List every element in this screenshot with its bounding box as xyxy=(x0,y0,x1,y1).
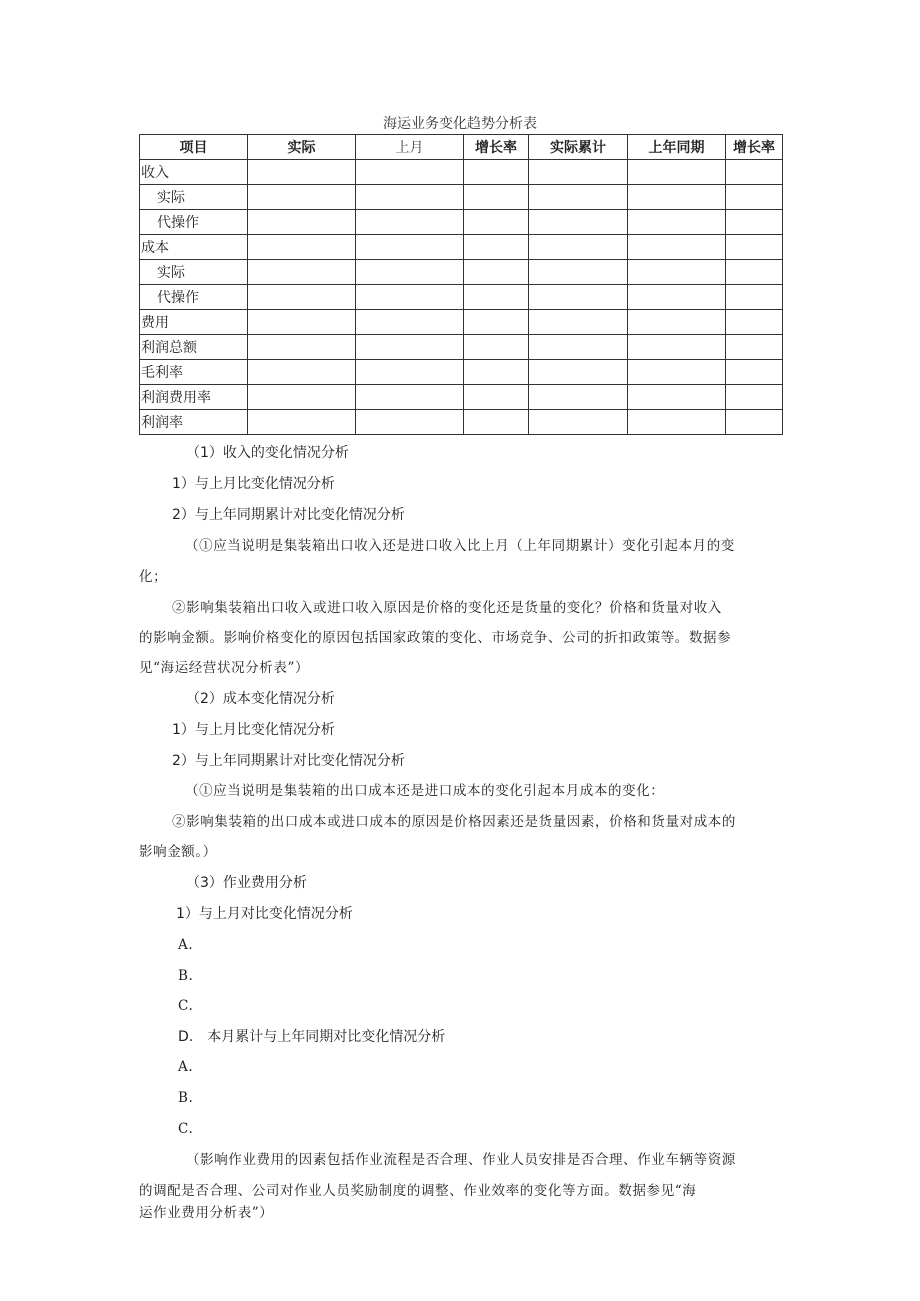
cell xyxy=(628,385,726,410)
cell xyxy=(726,410,783,435)
cell xyxy=(529,360,628,385)
cell xyxy=(529,235,628,260)
revenue-note-2b: 的影响金额。影响价格变化的原因包括国家政策的变化、市场竞争、公司的折扣政策等。数据参 xyxy=(139,630,732,646)
cell xyxy=(726,160,783,185)
table-row xyxy=(140,360,783,385)
expense-point-b-2: B. xyxy=(178,1090,194,1106)
cost-note-2a: ②影响集装箱的出口成本或进口成本的原因是价格因素还是货量因素，价格和货量对成本的 xyxy=(172,814,736,830)
cell xyxy=(726,310,783,335)
cell xyxy=(529,285,628,310)
cell xyxy=(248,260,356,285)
row-label: 收入 xyxy=(140,160,248,185)
cell xyxy=(248,410,356,435)
table-row xyxy=(140,185,783,210)
revenue-note-2a: ②影响集装箱出口收入或进口收入原因是价格的变化还是货量的变化？价格和货量对收入 xyxy=(172,600,722,616)
cell xyxy=(726,210,783,235)
cell xyxy=(464,285,529,310)
cost-note-2b: 影响金额。） xyxy=(139,844,217,860)
cell xyxy=(248,160,356,185)
section-heading-cost: （2）成本变化情况分析 xyxy=(186,691,335,707)
row-label: 成本 xyxy=(140,235,248,260)
cell xyxy=(628,410,726,435)
cell xyxy=(464,410,529,435)
cell xyxy=(726,360,783,385)
cell xyxy=(726,235,783,260)
cell xyxy=(356,285,464,310)
row-label: 代操作 xyxy=(140,285,248,310)
cell xyxy=(356,235,464,260)
revenue-item-2: 2）与上年同期累计对比变化情况分析 xyxy=(172,507,405,523)
cell xyxy=(356,360,464,385)
cell xyxy=(628,160,726,185)
row-label: 实际 xyxy=(140,260,248,285)
col-header-growth-rate: 增长率 xyxy=(464,135,529,160)
cell xyxy=(464,360,529,385)
cell xyxy=(248,310,356,335)
cell xyxy=(529,410,628,435)
cell xyxy=(464,385,529,410)
expense-point-c-2: C. xyxy=(178,1121,194,1137)
cell xyxy=(356,210,464,235)
cell xyxy=(464,310,529,335)
cell xyxy=(628,185,726,210)
cell xyxy=(529,160,628,185)
cell xyxy=(248,360,356,385)
revenue-note-1a: （①应当说明是集装箱出口收入还是进口收入比上月（上年同期累计）变化引起本月的变 xyxy=(185,538,735,554)
cell xyxy=(248,210,356,235)
cell xyxy=(726,335,783,360)
revenue-note-1b: 化； xyxy=(139,569,168,585)
table-row xyxy=(140,260,783,285)
expense-point-c: C. xyxy=(178,998,194,1014)
cell xyxy=(464,160,529,185)
cell xyxy=(464,185,529,210)
cell xyxy=(529,385,628,410)
row-label: 代操作 xyxy=(140,210,248,235)
table-row xyxy=(140,335,783,360)
cell xyxy=(628,285,726,310)
expense-point-a-2: A. xyxy=(178,1059,194,1075)
cell xyxy=(726,185,783,210)
cell xyxy=(464,235,529,260)
col-header-actual-cumulative: 实际累计 xyxy=(529,135,628,160)
cost-item-2: 2）与上年同期累计对比变化情况分析 xyxy=(172,753,405,769)
cell xyxy=(529,310,628,335)
table-header-row xyxy=(140,135,783,160)
table-title: 海运业务变化趋势分析表 xyxy=(383,116,537,132)
section-heading-expense: （3）作业费用分析 xyxy=(186,875,307,891)
col-header-actual: 实际 xyxy=(248,135,356,160)
cell xyxy=(529,185,628,210)
row-label: 毛利率 xyxy=(140,360,248,385)
cell xyxy=(529,335,628,360)
cell xyxy=(356,335,464,360)
col-header-item: 项目 xyxy=(140,135,248,160)
cell xyxy=(726,385,783,410)
cell xyxy=(248,385,356,410)
revenue-note-2c: 见“海运经营状况分析表”） xyxy=(139,660,310,676)
cell xyxy=(464,210,529,235)
trend-analysis-table xyxy=(139,134,783,435)
cell xyxy=(248,185,356,210)
table-row xyxy=(140,385,783,410)
cell xyxy=(356,185,464,210)
section-heading-revenue: （1）收入的变化情况分析 xyxy=(186,445,349,461)
cell xyxy=(628,210,726,235)
cost-note-1: （①应当说明是集装箱的出口成本还是进口成本的变化引起本月成本的变化： xyxy=(185,783,665,799)
cell xyxy=(356,410,464,435)
cell xyxy=(356,260,464,285)
cell xyxy=(529,210,628,235)
expense-point-d: D. 本月累计与上年同期对比变化情况分析 xyxy=(178,1029,446,1045)
cell xyxy=(356,160,464,185)
cell xyxy=(464,335,529,360)
cost-item-1: 1）与上月比变化情况分析 xyxy=(172,722,335,738)
cell xyxy=(464,260,529,285)
expense-item-1: 1）与上月对比变化情况分析 xyxy=(176,906,353,922)
table-row xyxy=(140,310,783,335)
cell xyxy=(628,335,726,360)
table-row xyxy=(140,410,783,435)
revenue-item-1: 1）与上月比变化情况分析 xyxy=(172,476,335,492)
row-label: 利润率 xyxy=(140,410,248,435)
cell xyxy=(248,235,356,260)
expense-note-b: 的调配是否合理、公司对作业人员奖励制度的调整、作业效率的变化等方面。数据参见“海 xyxy=(139,1183,697,1199)
expense-note-a: （影响作业费用的因素包括作业流程是否合理、作业人员安排是否合理、作业车辆等资源 xyxy=(186,1152,736,1168)
expense-point-b: B. xyxy=(178,968,194,984)
col-header-growth-rate-2: 增长率 xyxy=(726,135,783,160)
row-label: 费用 xyxy=(140,310,248,335)
row-label: 利润费用率 xyxy=(140,385,248,410)
table-row xyxy=(140,285,783,310)
col-header-last-month: 上月 xyxy=(356,135,464,160)
cell xyxy=(628,360,726,385)
table-row xyxy=(140,160,783,185)
cell xyxy=(529,260,628,285)
cell xyxy=(726,260,783,285)
cell xyxy=(628,235,726,260)
expense-note-c: 运作业费用分析表”） xyxy=(139,1205,274,1221)
cell xyxy=(356,310,464,335)
row-label: 实际 xyxy=(140,185,248,210)
table-row xyxy=(140,210,783,235)
cell xyxy=(248,335,356,360)
col-header-same-period-last-year: 上年同期 xyxy=(628,135,726,160)
table-row xyxy=(140,235,783,260)
row-label: 利润总额 xyxy=(140,335,248,360)
cell xyxy=(356,385,464,410)
cell xyxy=(628,260,726,285)
cell xyxy=(726,285,783,310)
cell xyxy=(628,310,726,335)
cell xyxy=(248,285,356,310)
expense-point-a: A. xyxy=(178,937,194,953)
